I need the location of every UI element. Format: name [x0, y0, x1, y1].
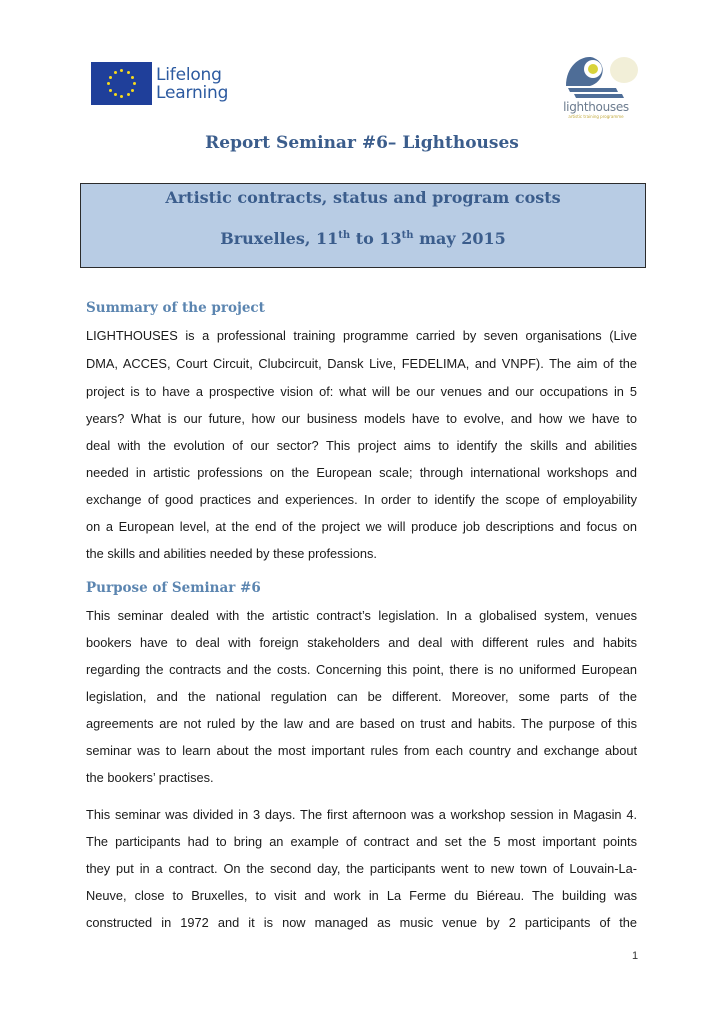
- eu-star-icon: [127, 71, 130, 74]
- eu-star-icon: [131, 89, 134, 92]
- seminar-topic: Artistic contracts, status and program costs: [165, 188, 561, 207]
- body-line: project is to have a prospective vision of: what will be our venues and our occupations in 5: [86, 384, 637, 399]
- eu-star-icon: [107, 82, 110, 85]
- body-line: Neuve, close to Bruxelles, to visit and work in La Ferme du Biéreau. The building was: [86, 888, 637, 903]
- body-line: bookers have to deal with foreign stakeholders and deal with different rules and habits: [86, 635, 637, 650]
- body-line: This seminar was divided in 3 days. The first afternoon was a workshop session in Magasin 4.: [86, 807, 637, 822]
- body-line: legislation, and the national regulation can be different. Moreover, some parts of the: [86, 689, 637, 704]
- section-heading: Purpose of Seminar #6: [86, 580, 261, 596]
- lighthouses-logo-word: lighthouses: [563, 100, 629, 114]
- title-box: [80, 183, 646, 268]
- lighthouses-logo-tagline: artistic training programme: [568, 114, 624, 119]
- body-line: constructed in 1972 and it is now managed as music venue by 2 participants of the: [86, 915, 637, 930]
- body-line: on a European level, at the end of the project we will produce job descriptions and focus on: [86, 519, 637, 534]
- eu-star-icon: [131, 76, 134, 79]
- eu-logo-line2: Learning: [156, 82, 229, 103]
- body-line: the bookers’ practises.: [86, 770, 214, 785]
- body-line: they put in a contract. On the second day, the participants went to new town of Louvain-La-: [86, 861, 637, 876]
- eu-logo-text: [156, 66, 228, 102]
- lighthouse-beam-icon: [556, 52, 666, 102]
- body-line: agreements are not ruled by the law and are based on trust and habits. The purpose of this: [86, 716, 637, 731]
- lighthouses-logo: [556, 52, 666, 122]
- eu-logo-line1: Lifelong: [156, 64, 222, 85]
- dates-part: Bruxelles, 11: [220, 229, 339, 248]
- dates-sup: th: [338, 230, 351, 241]
- eu-flag-icon: [91, 62, 152, 105]
- body-line: years? What is our future, how our business models have to evolve, and how we have to: [86, 411, 637, 426]
- body-line: The participants had to bring an example of contract and set the 5 most important points: [86, 834, 637, 849]
- dates-sup: th: [401, 230, 414, 241]
- eu-star-icon: [109, 76, 112, 79]
- report-title: Report Seminar #6– Lighthouses: [205, 133, 519, 153]
- eu-star-icon: [127, 93, 130, 96]
- eu-star-icon: [114, 71, 117, 74]
- body-line: deal with the evolution of our sector? This project aims to identify the skills and abilities: [86, 438, 637, 453]
- section-heading: Summary of the project: [86, 300, 265, 316]
- body-line: regarding the contracts and the costs. Concerning this point, there is no uniformed European: [86, 662, 637, 677]
- eu-star-icon: [133, 82, 136, 85]
- eu-star-icon: [109, 89, 112, 92]
- body-line: DMA, ACCES, Court Circuit, Clubcircuit, Dansk Live, FEDELIMA, and VNPF). The aim of the: [86, 356, 637, 371]
- body-line: LIGHTHOUSES is a professional training programme carried by seven organisations (Live: [86, 328, 637, 343]
- eu-lifelong-learning-logo: [91, 62, 228, 105]
- body-line: seminar was to learn about the most important rules from each country and exchange about: [86, 743, 637, 758]
- eu-star-icon: [120, 69, 123, 72]
- body-line: needed in artistic professions on the European scale; through international workshops and: [86, 465, 637, 480]
- dates-part: may 2015: [413, 229, 506, 248]
- body-line: This seminar dealed with the artistic contract’s legislation. In a globalised system, venues: [86, 608, 637, 623]
- eu-star-icon: [114, 93, 117, 96]
- body-line: exchange of good practices and experiences. In order to identify the scope of employability: [86, 492, 637, 507]
- seminar-dates: [81, 229, 645, 248]
- dates-part: to 13: [350, 229, 402, 248]
- eu-star-icon: [120, 95, 123, 98]
- body-line: the skills and abilities needed by these professions.: [86, 546, 377, 561]
- page-number: 1: [632, 950, 639, 962]
